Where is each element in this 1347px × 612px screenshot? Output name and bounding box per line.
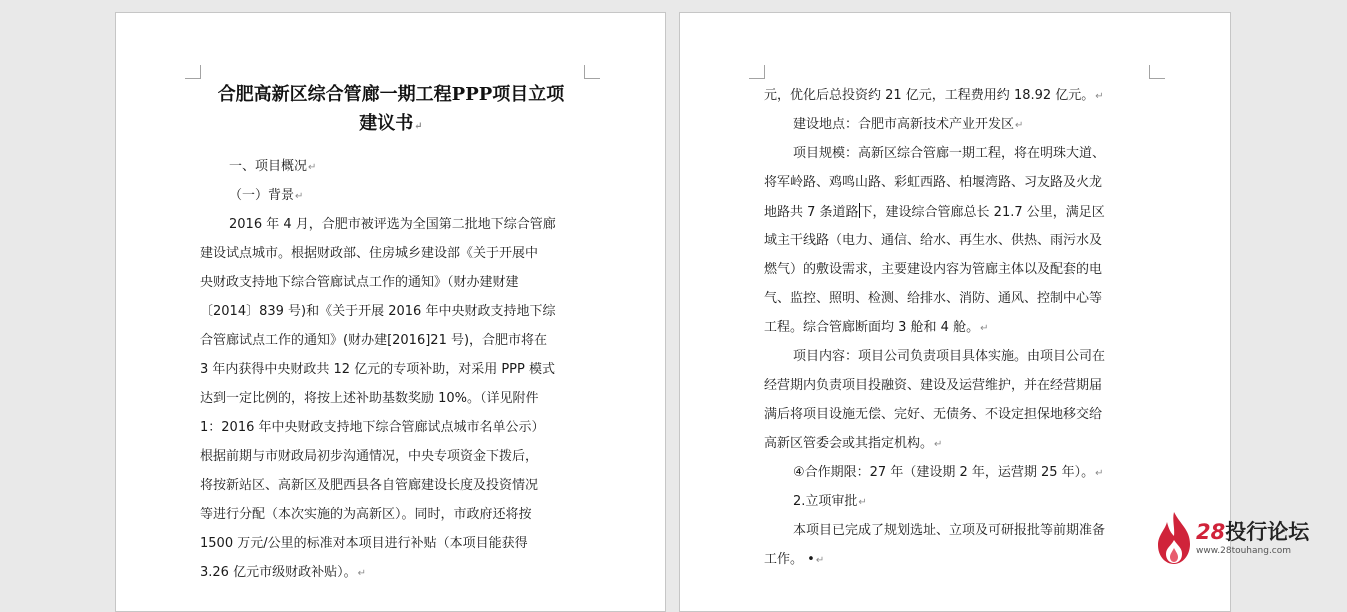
body-text-line: ④合作期限：27 年（建设期 2 年，运营期 25 年）。↵ xyxy=(793,465,1104,480)
body-text-line: 域主干线路（电力、通信、给水、再生水、供热、雨污水及 xyxy=(764,233,1103,248)
body-text-line: 建设试点城市。根据财政部、住房城乡建设部《关于开展中 xyxy=(200,246,539,261)
section-heading: 一、项目概况↵ xyxy=(229,159,317,174)
body-text-line: 〔2014〕839 号)和《关于开展 2016 年中央财政支持地下综 xyxy=(200,304,556,319)
body-text-line: 地路共 7 条道路下，建设综合管廊总长 21.7 公里，满足区 xyxy=(764,205,1105,220)
body-text-line: 3.26 亿元市级财政补贴）。↵ xyxy=(200,565,366,580)
body-text-line: 1：2016 年中央财政支持地下综合管廊试点城市名单公示） xyxy=(200,420,545,435)
body-text-line: 合管廊试点工作的通知》(财办建[2016]21 号)，合肥市将在 xyxy=(200,333,548,348)
margin-corner-marker xyxy=(185,65,201,79)
watermark-url: www.28touhang.com xyxy=(1196,546,1292,556)
subsection-heading: （一）背景↵ xyxy=(229,188,304,203)
body-text-line: 将军岭路、鸡鸣山路、彩虹西路、柏堰湾路、习友路及火龙 xyxy=(764,175,1103,190)
body-text-line: 元，优化后总投资约 21 亿元，工程费用约 18.92 亿元。↵ xyxy=(764,88,1104,103)
subsection-heading: 2.立项审批↵ xyxy=(793,494,867,509)
body-text-line: 高新区管委会或其指定机构。↵ xyxy=(764,436,943,451)
document-page-right xyxy=(679,12,1231,612)
body-text-line: 达到一定比例的，将按上述补助基数奖励 10%。（详见附件 xyxy=(200,391,539,406)
body-text-line: 项目内容：项目公司负责项目具体实施。由项目公司在 xyxy=(793,349,1106,364)
body-text-line: 工程。综合管廊断面均 3 舱和 4 舱。↵ xyxy=(764,320,989,335)
body-text-line: 3 年内获得中央财政共 12 亿元的专项补助，对采用 PPP 模式 xyxy=(200,362,555,377)
body-text-line: 根据前期与市财政局初步沟通情况，中央专项资金下拨后， xyxy=(200,449,539,464)
body-text-line: 2016 年 4 月，合肥市被评选为全国第二批地下综合管廊 xyxy=(229,217,556,232)
body-text-line: 项目规模：高新区综合管廊一期工程，将在明珠大道、 xyxy=(793,146,1106,161)
document-title-line-2: 建议书↵ xyxy=(359,113,423,134)
margin-corner-marker xyxy=(584,65,600,79)
margin-corner-marker xyxy=(749,65,765,79)
body-text-line: 经营期内负责项目投融资、建设及运营维护，并在经营期届 xyxy=(764,378,1103,393)
body-text-line: 本项目已完成了规划选址、立项及可研报批等前期准备 xyxy=(793,523,1106,538)
watermark-logo xyxy=(1152,508,1342,570)
body-text-line: 建设地点：合肥市高新技术产业开发区↵ xyxy=(793,117,1024,132)
flame-icon xyxy=(1154,510,1194,566)
body-text-line: 燃气）的敷设需求，主要建设内容为管廊主体以及配套的电 xyxy=(764,262,1103,277)
watermark-brand: 28投行论坛 xyxy=(1196,520,1310,544)
body-text-line: 工作。 •↵ xyxy=(764,552,825,567)
body-text-line: 1500 万元/公里的标准对本项目进行补贴（本项目能获得 xyxy=(200,536,528,551)
body-text-line: 央财政支持地下综合管廊试点工作的通知》（财办建财建 xyxy=(200,275,519,290)
document-title-line-1: 合肥高新区综合管廊一期工程PPP项目立项 xyxy=(217,84,565,105)
body-text-line: 满后将项目设施无偿、完好、无债务、不设定担保地移交给 xyxy=(764,407,1103,422)
body-text-line: 等进行分配（本次实施的为高新区）。同时，市政府还将按 xyxy=(200,507,532,522)
margin-corner-marker xyxy=(1149,65,1165,79)
body-text-line: 气、监控、照明、检测、给排水、消防、通风、控制中心等 xyxy=(764,291,1103,306)
body-text-line: 将按新站区、高新区及肥西县各自管廊建设长度及投资情况 xyxy=(200,478,539,493)
document-page-left xyxy=(115,12,666,612)
